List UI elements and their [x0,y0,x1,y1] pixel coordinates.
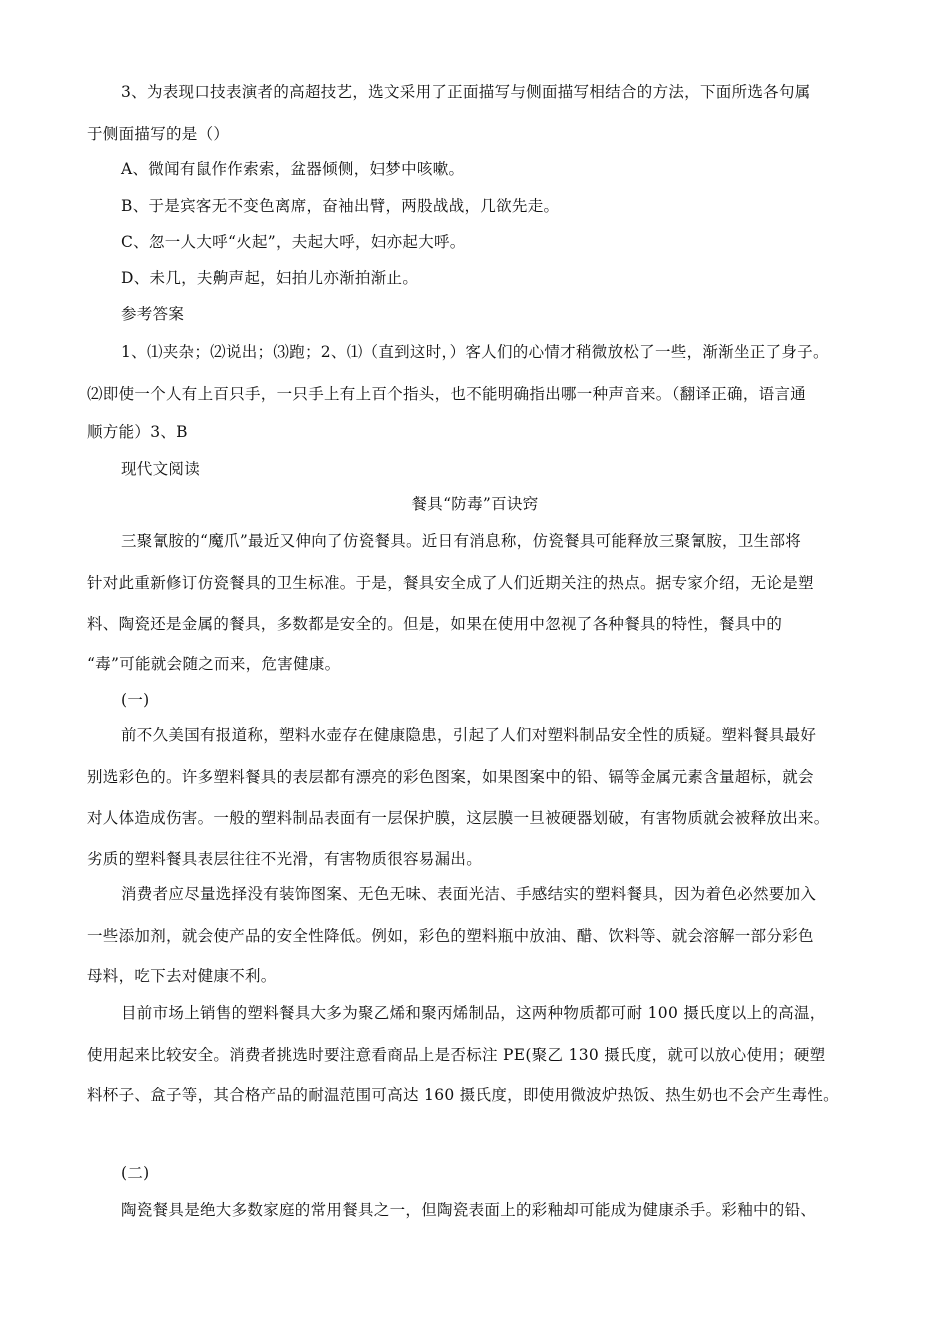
option-c: C、忽一人大呼“火起”，夫起大呼，妇亦起大呼。 [121,233,466,251]
part-1-p1-line-3: 对人体造成伤害。一般的塑料制品表面有一层保护膜，这层膜一旦被硬器划破，有害物质就会被释放出来。 [87,809,830,827]
intro-line-1: 三聚氰胺的“魔爪”最近又伸向了仿瓷餐具。近日有消息称，仿瓷餐具可能释放三聚氰胺，卫生部将 [121,532,802,550]
part-1-p1-line-4: 劣质的塑料餐具表层往往不光滑，有害物质很容易漏出。 [87,850,483,868]
question-3-stem-line-2: 于侧面描写的是（） [87,125,230,143]
option-d: D、未几，夫齁声起，妇拍儿亦渐拍渐止。 [121,269,419,287]
part-2-label: (二) [121,1164,150,1182]
intro-line-4: “毒”可能就会随之而来，危害健康。 [87,655,341,673]
intro-line-2: 针对此重新修订仿瓷餐具的卫生标准。于是，餐具安全成了人们近期关注的热点。据专家介绍，无论是塑 [87,574,814,592]
part-1-p3-line-2: 使用起来比较安全。消费者挑选时要注意看商品上是否标注 PE(聚乙 130 摄氏度，就可以放心使用；硬塑 [87,1046,826,1064]
part-1-p2-line-3: 母料，吃下去对健康不利。 [87,967,277,985]
question-3-stem-line-1: 3、为表现口技表演者的高超技艺，选文采用了正面描写与侧面描写相结合的方法，下面所选各句属 [121,83,811,101]
part-1-p2-line-2: 一些添加剂，就会使产品的安全性降低。例如，彩色的塑料瓶中放油、醋、饮料等、就会溶解一部分彩色 [87,927,814,945]
option-b: B、于是宾客无不变色离席，奋袖出臂，两股战战，几欲先走。 [121,197,560,215]
article-title: 餐具“防毒”百诀窍 [411,495,539,513]
part-1-p2-line-1: 消费者应尽量选择没有装饰图案、无色无味、表面光洁、手感结实的塑料餐具，因为着色必然要加入 [121,885,817,903]
answer-line-2: ⑵即使一个人有上百只手，一只手上有上百个指头，也不能明确指出哪一种声音来。（翻译正确，语言通 [87,385,807,403]
answer-line-3: 顺方能）3、B [87,423,188,441]
answer-heading: 参考答案 [121,305,185,323]
option-a: A、微闻有鼠作作索索，盆器倾侧，妇梦中咳嗽。 [121,160,465,178]
section-heading: 现代文阅读 [121,460,201,478]
part-1-p1-line-2: 别选彩色的。许多塑料餐具的表层都有漂亮的彩色图案，如果图案中的铅、镉等金属元素含量超标，就会 [87,768,814,786]
part-1-label: (一) [121,691,150,709]
answer-line-1: 1、⑴夹杂；⑵说出；⑶跑；2、⑴（直到这时，）客人们的心情才稍微放松了一些，渐渐坐正了身子。 [121,343,829,361]
part-2-p1-line-1: 陶瓷餐具是绝大多数家庭的常用餐具之一，但陶瓷表面上的彩釉却可能成为健康杀手。彩釉中的铅、 [121,1201,817,1219]
part-1-p1-line-1: 前不久美国有报道称，塑料水壶存在健康隐患，引起了人们对塑料制品安全性的质疑。塑料餐具最好 [121,726,817,744]
part-1-p3-line-1: 目前市场上销售的塑料餐具大多为聚乙烯和聚丙烯制品，这两种物质都可耐 100 摄氏度以上的高温， [121,1004,826,1022]
intro-line-3: 料、陶瓷还是金属的餐具，多数都是安全的。但是，如果在使用中忽视了各种餐具的特性，餐具中的 [87,615,783,633]
part-1-p3-line-3: 料杯子、盒子等，其合格产品的耐温范围可高达 160 摄氏度，即使用微波炉热饭、热生奶也不会产生毒性。 [87,1086,839,1104]
